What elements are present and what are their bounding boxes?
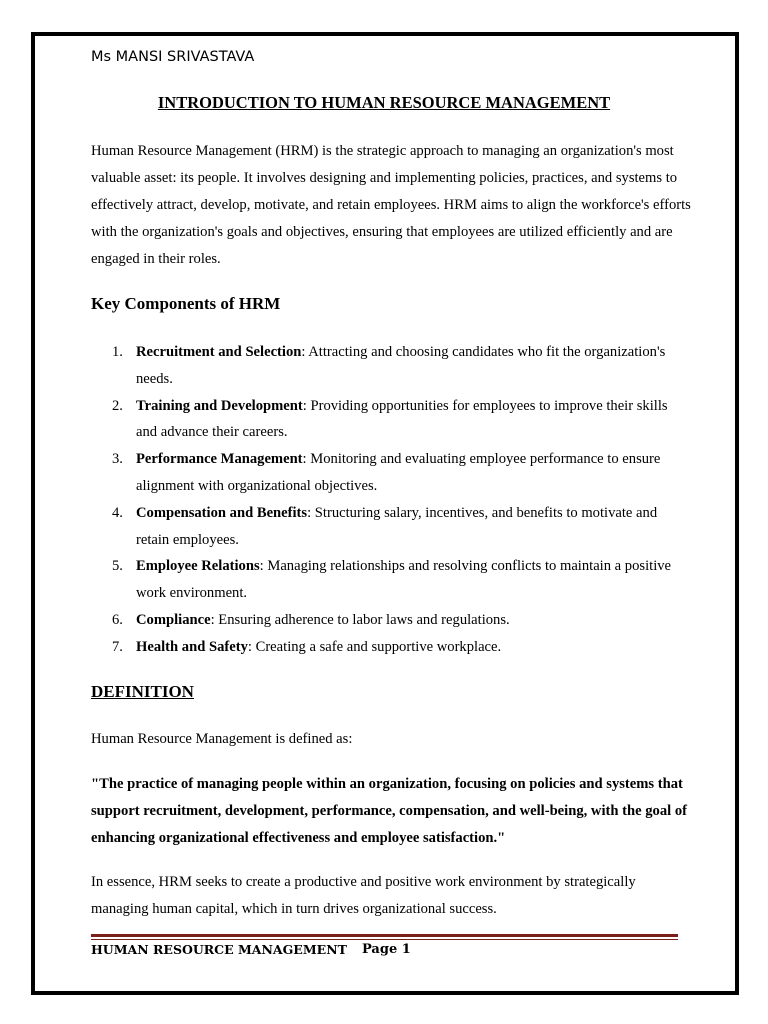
list-item — [91, 553, 691, 607]
list-item-number: 4. — [112, 504, 123, 521]
list-item-desc: : Structuring salary, incentives, and benefits to motivate and retain employees. — [136, 504, 658, 548]
footer-rule-thick — [91, 934, 678, 937]
list-item-term: Performance Management — [136, 451, 303, 468]
list-item-number: 3. — [112, 451, 123, 468]
list-item-number: 1. — [112, 344, 123, 360]
list-item-desc: : Monitoring and evaluating employee performance to ensure alignment with organizational objectives. — [136, 451, 661, 494]
definition-lead: Human Resource Management is defined as: — [91, 731, 353, 747]
list-item-term: Recruitment and Selection — [136, 344, 302, 360]
components-list — [91, 339, 691, 661]
intro-paragraph: Human Resource Management (HRM) is the strategic approach to managing an organization's most valuable asset: its people. It involves designing and implementing policies, practices, and systems to effectively attract, develop, motivate, and retain employees. HRM aims to align the workforce's efforts with the organization's goals and objectives, ensuring that employees are utilized efficiently and are engaged in their roles. — [91, 143, 691, 267]
list-item — [91, 634, 691, 661]
footer-rule-thin — [91, 939, 678, 940]
definition-quote: "The practice of managing people within an organization, focusing on policies and systems that support recruitment, development, performance, compensation, and well-being, with the goal of enhancing organizational effectiveness and employee satisfaction." — [91, 776, 687, 846]
list-item-term: Health and Safety — [136, 638, 248, 655]
list-item-desc: : Creating a safe and supportive workplace. — [247, 638, 502, 655]
components-heading: Key Components of HRM — [91, 294, 281, 313]
list-item-number: 2. — [112, 397, 123, 414]
list-item-term: Compliance — [136, 611, 211, 628]
closing-paragraph: In essence, HRM seeks to create a productive and positive work environment by strategically managing human capital, which in turn drives organizational success. — [91, 874, 636, 917]
list-item — [91, 607, 691, 634]
document-title: INTRODUCTION TO HUMAN RESOURCE MANAGEMENT — [157, 93, 611, 112]
list-item-desc: : Attracting and choosing candidates who fit the organization's needs. — [136, 344, 666, 387]
list-item-term: Employee Relations — [136, 558, 260, 575]
page-number: Page 1 — [362, 942, 411, 957]
list-item-desc: : Ensuring adherence to labor laws and regulations. — [210, 611, 510, 628]
footer-title: HUMAN RESOURCE MANAGEMENT — [91, 942, 347, 957]
list-item-desc: : Providing opportunities for employees to improve their skills and advance their careers. — [136, 397, 668, 441]
list-item-number: 5. — [112, 558, 123, 575]
list-item — [91, 446, 691, 500]
list-item — [91, 339, 691, 393]
list-item-term: Compensation and Benefits — [136, 504, 308, 521]
list-item-number: 6. — [112, 611, 123, 628]
definition-heading: DEFINITION — [91, 682, 194, 701]
list-item — [91, 393, 691, 447]
list-item-number: 7. — [112, 638, 123, 655]
list-item — [91, 500, 691, 554]
author-name: Ms MANSI SRIVASTAVA — [91, 49, 255, 65]
list-item-desc: : Managing relationships and resolving conflicts to maintain a positive work environment. — [136, 558, 672, 602]
list-item-term: Training and Development — [136, 397, 303, 414]
